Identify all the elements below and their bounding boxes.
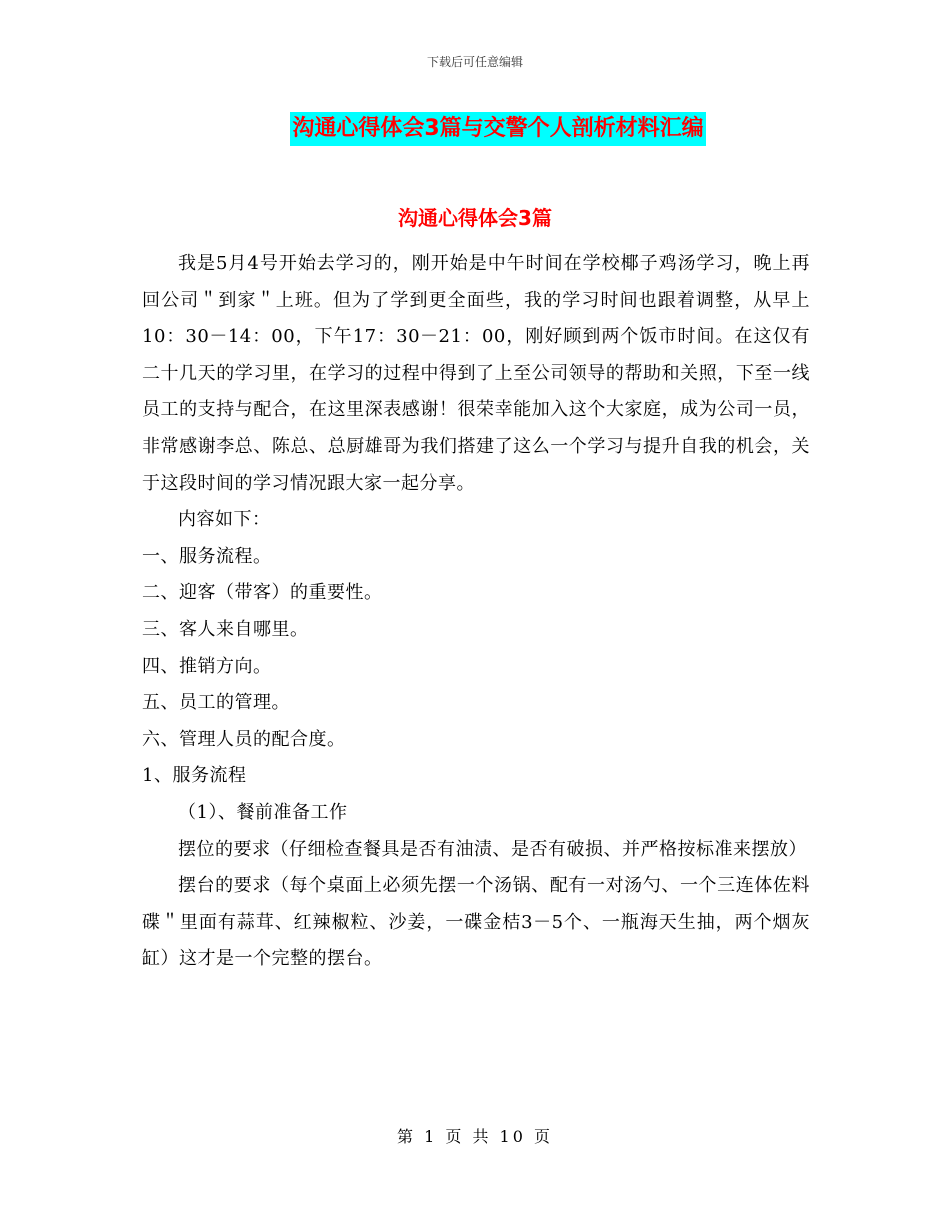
paragraph-placement: 摆位的要求（仔细检查餐具是否有油渍、是否有破损、并严格按标准来摆放）: [178, 838, 807, 860]
list-item-5: 五、员工的管理。: [142, 692, 290, 714]
list-item-3: 三、客人来自哪里。: [142, 618, 309, 640]
paragraph-table-setting: 摆台的要求（每个桌面上必须先摆一个汤锅、配有一对汤勺、一个三连体佐料碟＂里面有蒜茸、红辣椒粒、沙姜，一碟金桔3－5个、一瓶海天生抽，两个烟灰缸）这才是一个完整的摆台。: [142, 875, 810, 970]
document-title-wrap: [0, 112, 950, 146]
list-item-1: 一、服务流程。: [142, 545, 272, 567]
paragraph-contents-label: 内容如下：: [178, 509, 271, 531]
subheading-preparation: （1）、餐前准备工作: [178, 801, 348, 823]
section-title: 沟通心得体会3篇: [398, 206, 552, 230]
subheading-service-flow: 1、服务流程: [142, 765, 247, 787]
document-body: [142, 246, 810, 978]
page-footer: 第 1 页 共 10 页: [397, 1127, 553, 1146]
list-item-6: 六、管理人员的配合度。: [142, 728, 346, 750]
list-item-4: 四、推销方向。: [142, 655, 272, 677]
paragraph-intro: 我是5月4号开始去学习的，刚开始是中午时间在学校椰子鸡汤学习，晚上再回公司＂到家＂上班。但为了学到更全面些，我的学习时间也跟着调整，从早上10：30－14：00，下午17：30－21：00，刚好顾到两个饭市时间。在这仅有二十几天的学习里，在学习的过程中得到了上至公司领导的帮助和关照，下至一线员工的支持与配合，在这里深表感谢！很荣幸能加入这个大家庭，成为公司一员，非常感谢李总、陈总、总厨雄哥为我们搭建了这么一个学习与提升自我的机会，关于这段时间的学习情况跟大家一起分享。: [142, 253, 810, 494]
header-note: 下载后可任意编辑: [426, 55, 523, 69]
list-item-2: 二、迎客（带客）的重要性。: [142, 582, 383, 604]
document-title: 沟通心得体会3篇与交警个人剖析材料汇编: [290, 112, 705, 146]
